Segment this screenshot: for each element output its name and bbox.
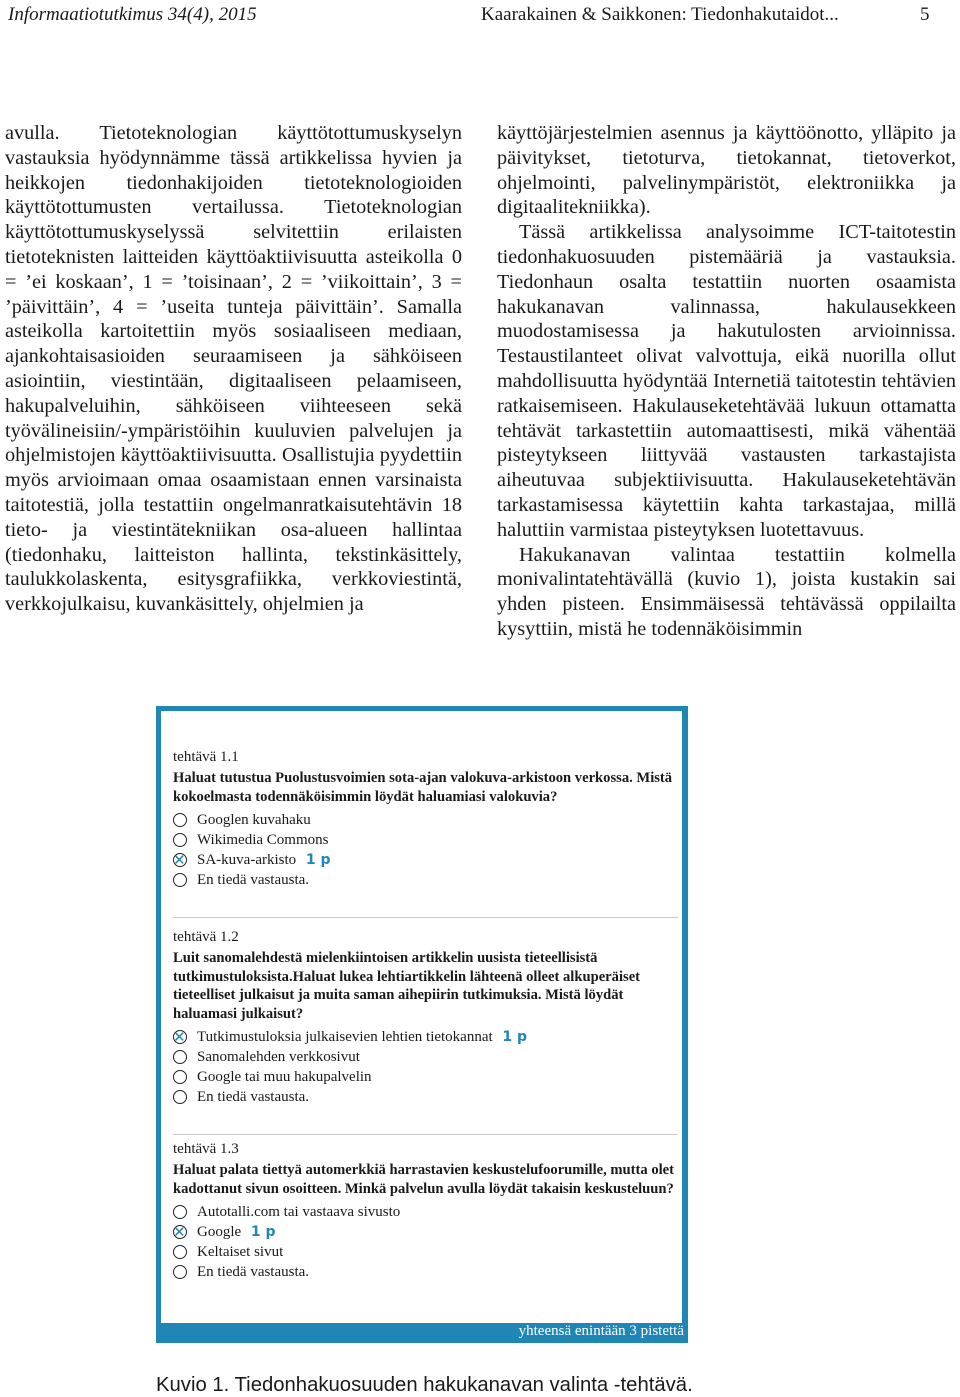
answer-option <box>173 1202 678 1222</box>
option-label: Sanomalehden verkkosivut <box>197 1049 360 1065</box>
task-1-1 <box>173 749 678 890</box>
task-question: Luit sanomalehdestä mielenkiintoisen artikkelin uusista tieteellisistä tutkimustuloksista.Haluat lukea lehtiartikkelin lähteenä olleet alkuperäiset tieteelliset julkaisut ja muita saman aihepiirin tutkimuksia. Mistä löydät haluamasi julkaisut? <box>173 950 641 1022</box>
body-column-left <box>5 121 462 617</box>
radio-icon <box>173 1050 187 1064</box>
x-mark-icon: ✕ <box>173 1223 186 1241</box>
radio-icon <box>173 1265 187 1279</box>
task-number: tehtävä 1.1 <box>173 749 239 765</box>
journal-header: Informaatiotutkimus 34(4), 2015 <box>8 4 257 25</box>
answer-option <box>173 1067 678 1087</box>
option-label: Tutkimustuloksia julkaisevien lehtien tietokannat <box>197 1029 493 1045</box>
answer-option <box>173 830 678 850</box>
option-label: Keltaiset sivut <box>197 1244 284 1260</box>
task-number: tehtävä 1.3 <box>173 1141 239 1157</box>
x-mark-icon: ✕ <box>173 1028 186 1046</box>
answer-option-correct <box>173 1222 678 1242</box>
answer-option <box>173 1087 678 1107</box>
points-label: 1 p <box>250 1224 276 1240</box>
option-label: En tiedä vastausta. <box>197 1089 310 1105</box>
radio-checked-icon <box>173 853 187 867</box>
answer-option <box>173 810 678 830</box>
body-paragraph: avulla. Tietoteknologian käyttötottumuskyselyn vastauksia hyödynnämme tässä artikkelissa hyvien ja heikkojen tiedonhakijoiden tietoteknologioiden käyttötottumusten vertailussa. Tietoteknologian käyttötottumuskyselyssä selvitettiin erilaisten tietoteknisten laitteiden käyttöaktiivisuutta asteikolla 0 = ’ei koskaan’, 1 = ’toisinaan’, 2 = ’viikoittain’, 3 = ’päivittäin’, 4 = ’useita tunteja päivittäin’. Samalla asteikolla kartoitettiin myös sosiaaliseen mediaan, ajankohtaisasioiden seuraamiseen ja sähköiseen asiointiin, viestintään, digitaaliseen pelaamiseen, hakupalveluihin, sähköiseen viihteeseen sekä työvälineisiin/-ympäristöihin kuuluvien palvelujen ja ohjelmistojen käyttöaktiivisuutta. Osallistujia pyydettiin myös arvioimaan omaa osaamistaan ennen varsinaista taitotestiä, jolla testattiin ongelmanratkaisutehtävin 18 tieto- ja viestintätekniikan osa-alueen hallintaa (tiedonhaku, laitteiston hallinta, tekstinkäsittely, taulukkolaskenta, esitysgrafiikka, verkkoviestintä, verkkojulkaisu, kuvankäsittely, ohjelmien ja <box>5 122 462 616</box>
radio-icon <box>173 833 187 847</box>
body-column-right <box>497 121 956 642</box>
points-label: 1 p <box>305 852 331 868</box>
points-label: 1 p <box>502 1029 528 1045</box>
figure-footer-total: yhteensä enintään 3 pistettä <box>518 1323 684 1339</box>
option-label: Google tai muu hakupalvelin <box>197 1069 372 1085</box>
radio-icon <box>173 1070 187 1084</box>
task-1-3 <box>173 1141 678 1282</box>
radio-icon <box>173 873 187 887</box>
answer-option <box>173 1047 678 1067</box>
page-number: 5 <box>920 4 930 25</box>
answer-option-correct <box>173 850 678 870</box>
answer-option <box>173 1242 678 1262</box>
answer-option <box>173 870 678 890</box>
option-label: SA-kuva-arkisto <box>197 852 297 868</box>
radio-icon <box>173 813 187 827</box>
radio-icon <box>173 1205 187 1219</box>
option-label: En tiedä vastausta. <box>197 1264 310 1280</box>
radio-checked-icon <box>173 1030 187 1044</box>
body-paragraph: Tässä artikkelissa analysoimme ICT-taitotestin tiedonhakuosuuden pistemääriä ja vastauksia. Tiedonhaun osalta testattiin nuorten osaamista hakukanavan valinnassa, hakulausekkeen muodostamisessa ja hakutulosten arvioinnissa. Testaustilanteet olivat valvottuja, eikä nuorilla ollut mahdollisuutta hyödyntää Internetiä taitotestin tehtävien ratkaisemiseen. Hakulauseketehtävää lukuun ottamatta tehtävät tarkastettiin automaattisesti, mikä vähentää pisteytykseen liittyvää vastausten tarkastajista aiheutuvaa subjektiivisuutta. Hakulauseketehtävän tarkastamisessa käytettiin kahta tarkastajaa, millä haluttiin varmistaa pisteytyksen luotettavuus. <box>497 221 956 541</box>
task-question: Haluat tutustua Puolustusvoimien sota-ajan valokuva-arkistoon verkossa. Mistä kokoelmasta todennäköisimmin löydät haluamiasi valokuvia? <box>173 770 673 805</box>
figure-frame <box>156 706 688 1343</box>
task-1-2 <box>173 929 678 1107</box>
option-label: Autotalli.com tai vastaava sivusto <box>197 1204 401 1220</box>
radio-checked-icon <box>173 1225 187 1239</box>
body-paragraph: Hakukanavan valintaa testattiin kolmella monivalintatehtävällä (kuvio 1), joista kustakin sai yhden pisteen. Ensimmäisessä tehtävässä oppilailta kysyttiin, mistä he todennäköisimmin <box>497 543 956 640</box>
figure-caption: Kuvio 1. Tiedonhakuosuuden hakukanavan valinta -tehtävä. <box>156 1374 693 1396</box>
radio-icon <box>173 1090 187 1104</box>
option-label: En tiedä vastausta. <box>197 872 310 888</box>
running-title: Kaarakainen & Saikkonen: Tiedonhakutaidot... <box>481 4 839 25</box>
task-question: Haluat palata tiettyä automerkkiä harrastavien keskustelufoorumille, mutta olet kadottanut sivun osoitteen. Minkä palvelun avulla löydät takaisin keskusteluun? <box>173 1162 675 1197</box>
answer-option-correct <box>173 1027 678 1047</box>
answer-option <box>173 1262 678 1282</box>
task-divider <box>173 1134 678 1135</box>
option-label: Google <box>197 1224 242 1240</box>
task-number: tehtävä 1.2 <box>173 929 239 945</box>
x-mark-icon: ✕ <box>173 851 186 869</box>
option-label: Wikimedia Commons <box>197 832 329 848</box>
task-divider <box>173 917 678 918</box>
option-label: Googlen kuvahaku <box>197 812 311 828</box>
figure-panel <box>161 711 682 1323</box>
body-paragraph: käyttöjärjestelmien asennus ja käyttöönotto, ylläpito ja päivitykset, tietoturva, tietokannat, tietoverkot, ohjelmointi, palvelinympäristöt, elektroniikka ja digitaalitekniikka). <box>497 122 956 219</box>
radio-icon <box>173 1245 187 1259</box>
